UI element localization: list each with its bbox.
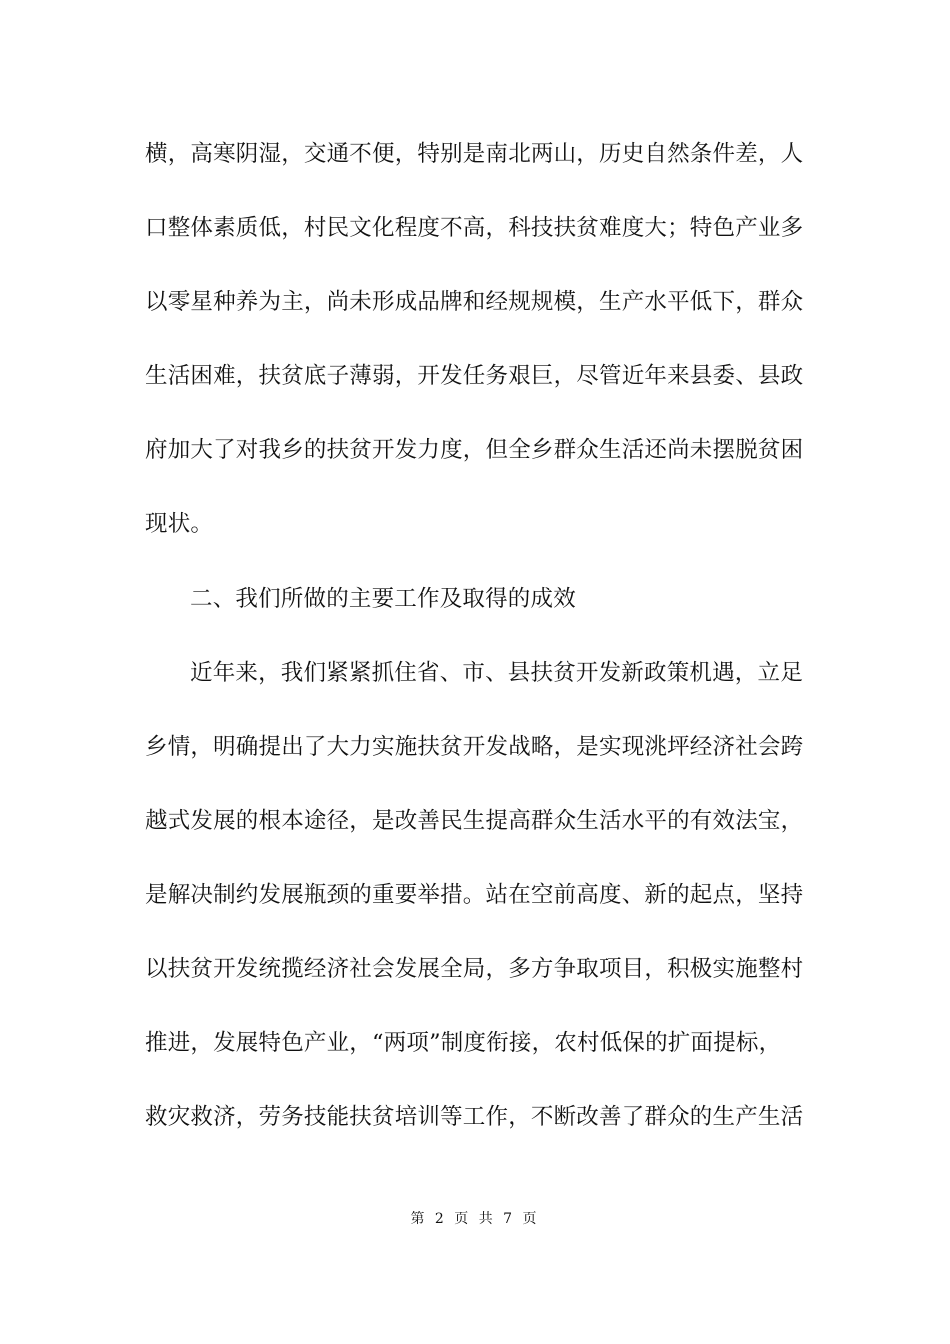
text-line: 越式发展的根本途径，是改善民生提高群众生活水平的有效法宝， [145, 807, 804, 834]
text-line: 救灾救济，劳务技能扶贫培训等工作，不断改善了群众的生产生活 [145, 1104, 804, 1131]
text-line: 乡情，明确提出了大力实施扶贫开发战略，是实现洮坪经济社会跨 [145, 733, 804, 760]
body-text [145, 134, 810, 1171]
section-heading: 二、我们所做的主要工作及取得的成效 [190, 585, 576, 612]
text-line: 现状。 [145, 511, 214, 538]
text-line: 是解决制约发展瓶颈的重要举措。站在空前高度、新的起点，坚持 [145, 881, 804, 908]
page-number-footer: 第 2 页 共 7 页 [410, 1211, 540, 1227]
text-line: 生活困难，扶贫底子薄弱，开发任务艰巨，尽管近年来县委、县政 [145, 363, 804, 390]
text-line: 以零星种养为主，尚未形成品牌和经规规模，生产水平低下，群众 [145, 289, 804, 316]
text-line: 以扶贫开发统揽经济社会发展全局，多方争取项目，积极实施整村 [145, 956, 804, 983]
text-line: 府加大了对我乡的扶贫开发力度，但全乡群众生活还尚未摆脱贫困 [145, 437, 804, 464]
text-line: 口整体素质低，村民文化程度不高，科技扶贫难度大；特色产业多 [145, 215, 804, 242]
text-line: 推进，发展特色产业，“两项”制度衔接，农村低保的扩面提标， [145, 1030, 782, 1057]
text-line: 近年来，我们紧紧抓住省、市、县扶贫开发新政策机遇，立足 [190, 659, 803, 686]
text-line: 横，高寒阴湿，交通不便，特别是南北两山，历史自然条件差，人 [145, 141, 804, 167]
